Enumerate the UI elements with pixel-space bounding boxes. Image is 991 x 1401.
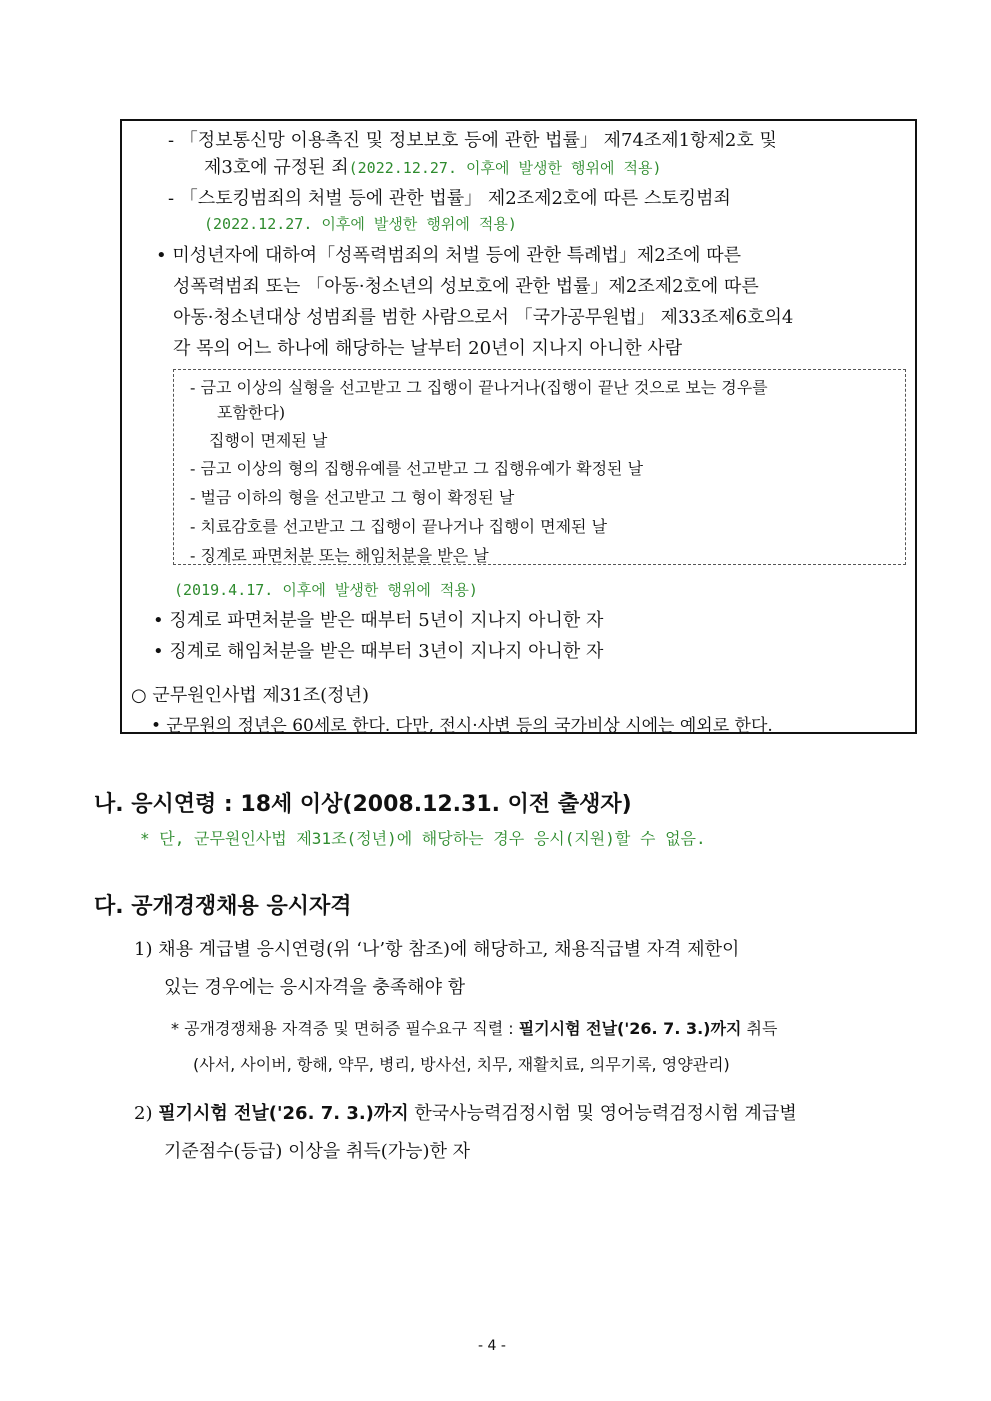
retirement-bullet: • 군무원의 정년은 60세로 한다. 다만, 전시·사변 등의 국가비상 시에는 예외로 한다. [151, 716, 773, 736]
dates-item: - 벌금 이하의 형을 선고받고 그 형이 확정된 날 [190, 488, 515, 507]
qualification-item-1-cont: 있는 경우에는 응시자격을 충족해야 함 [164, 977, 466, 998]
section-qualification-title: 다. 공개경쟁채용 응시자격 [94, 894, 352, 919]
dates-item-cont: 집행이 면제된 날 [209, 431, 328, 450]
applicability-note: (2022.12.27. 이후에 발생한 행위에 적용) [204, 215, 517, 233]
dates-item: - 징계로 파면처분 또는 해임처분을 받은 날 [190, 546, 489, 565]
dates-item: - 금고 이상의 형의 집행유예를 선고받고 그 집행유예가 확정된 날 [190, 459, 644, 478]
dismissal-bullet: • 징계로 파면처분을 받은 때부터 5년이 지나지 아니한 자 [153, 610, 604, 631]
qualification-item-1: 1) 채용 계급별 응시연령(위 ‘나’항 참조)에 해당하고, 채용직급별 자격 제한이 [134, 939, 740, 960]
minor-offense-line: 각 목의 어느 하나에 해당하는 날부터 20년이 지나지 아니한 사람 [173, 338, 683, 359]
section-age-title: 나. 응시연령 : 18세 이상(2008.12.31. 이전 출생자) [94, 792, 632, 817]
law-item-stalking: - 「스토킹범죄의 처벌 등에 관한 법률」 제2조제2호에 따른 스토킹범죄 [168, 188, 731, 209]
minor-offense-line: 아동·청소년대상 성범죄를 범한 사람으로서 「국가공무원법」 제33조제6호의4 [173, 307, 794, 328]
minor-offense-line: 성폭력범죄 또는 「아동·청소년의 성보호에 관한 법률」제2조제2호에 따른 [173, 276, 759, 297]
section-age-note: * 단, 군무원인사법 제31조(정년)에 해당하는 경우 응시(지원)할 수 없음. [140, 829, 706, 848]
minor-offense-item: • 미성년자에 대하여「성폭력범죄의 처벌 등에 관한 특례법」제2조에 따른 [156, 245, 741, 266]
license-list: (사서, 사이버, 항해, 약무, 병리, 방사선, 치무, 재활치료, 의무기록, 영양관리) [193, 1055, 730, 1074]
license-note: * 공개경쟁채용 자격증 및 면허증 필수요구 직렬 : 필기시험 전날('26. 7. 3.)까지 취득 [171, 1019, 778, 1038]
retirement-law-item: ○ 군무원인사법 제31조(정년) [131, 685, 369, 706]
dates-item: - 금고 이상의 실형을 선고받고 그 집행이 끝나거나(집행이 끝난 것으로 보는 경우를 [190, 378, 768, 397]
page-number: - 4 - [478, 1338, 506, 1354]
dates-item: - 치료감호를 선고받고 그 집행이 끝나거나 집행이 면제된 날 [190, 517, 608, 536]
applicability-note: (2022.12.27. 이후에 발생한 행위에 적용) [348, 159, 662, 177]
dates-item-cont: 포함한다) [217, 403, 286, 422]
law-item-info-network-cont: 제3호에 규정된 죄(2022.12.27. 이후에 발생한 행위에 적용) [204, 157, 662, 178]
discharge-bullet: • 징계로 해임처분을 받은 때부터 3년이 지나지 아니한 자 [153, 641, 604, 662]
applicability-note: (2019.4.17. 이후에 발생한 행위에 적용) [174, 581, 478, 599]
law-item-info-network: - 「정보통신망 이용촉진 및 정보보호 등에 관한 법률」 제74조제1항제2호 및 [168, 130, 777, 151]
qualification-item-2-cont: 기준점수(등급) 이상을 취득(가능)한 자 [164, 1141, 471, 1162]
qualification-item-2: 2) 필기시험 전날('26. 7. 3.)까지 한국사능력검정시험 및 영어능력검정시험 계급별 [134, 1103, 797, 1124]
